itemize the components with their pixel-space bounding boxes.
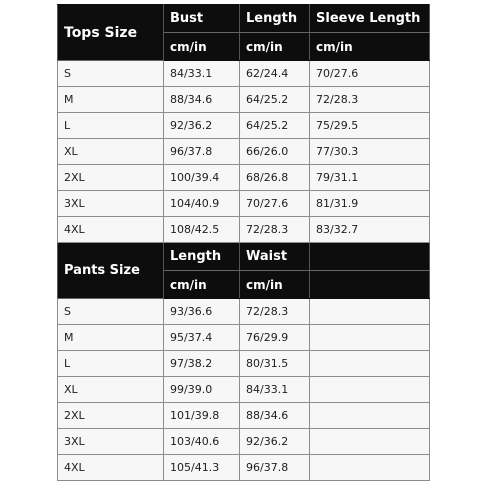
tops-row-2xl [58,165,430,191]
pants-empty-cell [310,377,430,403]
tops-header-row [58,5,430,33]
tops-size-cell: 4XL [58,217,164,243]
pants-empty-cell [310,455,430,481]
pants-row-4xl [58,455,430,481]
pants-empty-heading [310,243,430,271]
tops-length-cell: 70/27.6 [240,191,310,217]
tops-row-s [58,61,430,87]
pants-waist-unit: cm/in [240,271,310,299]
pants-waist-cell: 80/31.5 [240,351,310,377]
pants-empty-cell [310,429,430,455]
tops-sleeve-cell: 81/31.9 [310,191,430,217]
pants-row-3xl [58,429,430,455]
tops-sleeve-cell: 77/30.3 [310,139,430,165]
tops-sleeve-cell: 72/28.3 [310,87,430,113]
tops-sleeve-cell: 70/27.6 [310,61,430,87]
tops-bust-cell: 84/33.1 [164,61,240,87]
pants-empty-cell [310,351,430,377]
pants-header-row [58,243,430,271]
pants-size-cell: 4XL [58,455,164,481]
pants-waist-cell: 96/37.8 [240,455,310,481]
pants-empty-cell [310,403,430,429]
tops-bust-cell: 108/42.5 [164,217,240,243]
pants-size-cell: M [58,325,164,351]
tops-sleeve-cell: 75/29.5 [310,113,430,139]
size-chart-table [57,4,430,481]
tops-bust-cell: 100/39.4 [164,165,240,191]
tops-row-l [58,113,430,139]
tops-size-cell: XL [58,139,164,165]
tops-length-heading: Length [240,5,310,33]
tops-length-cell: 64/25.2 [240,87,310,113]
tops-size-heading: Tops Size [58,5,164,61]
pants-empty-cell [310,299,430,325]
pants-row-xl [58,377,430,403]
tops-length-cell: 64/25.2 [240,113,310,139]
tops-sleeve-unit: cm/in [310,33,430,61]
pants-size-cell: XL [58,377,164,403]
tops-bust-cell: 88/34.6 [164,87,240,113]
tops-size-cell: L [58,113,164,139]
tops-length-cell: 68/26.8 [240,165,310,191]
pants-row-l [58,351,430,377]
tops-length-cell: 62/24.4 [240,61,310,87]
tops-sleeve-cell: 83/32.7 [310,217,430,243]
pants-waist-cell: 88/34.6 [240,403,310,429]
pants-length-unit: cm/in [164,271,240,299]
pants-length-cell: 101/39.8 [164,403,240,429]
pants-size-cell: L [58,351,164,377]
tops-bust-heading: Bust [164,5,240,33]
tops-size-cell: 2XL [58,165,164,191]
tops-sleeve-length-heading: Sleeve Length [310,5,430,33]
tops-bust-unit: cm/in [164,33,240,61]
pants-length-cell: 97/38.2 [164,351,240,377]
pants-size-cell: S [58,299,164,325]
tops-row-3xl [58,191,430,217]
pants-row-2xl [58,403,430,429]
pants-length-cell: 103/40.6 [164,429,240,455]
tops-size-cell: S [58,61,164,87]
pants-length-cell: 93/36.6 [164,299,240,325]
tops-row-xl [58,139,430,165]
pants-row-m [58,325,430,351]
pants-length-heading: Length [164,243,240,271]
pants-waist-cell: 72/28.3 [240,299,310,325]
pants-empty-cell [310,325,430,351]
pants-length-cell: 99/39.0 [164,377,240,403]
tops-length-cell: 66/26.0 [240,139,310,165]
pants-waist-cell: 92/36.2 [240,429,310,455]
pants-size-cell: 3XL [58,429,164,455]
pants-length-cell: 105/41.3 [164,455,240,481]
tops-bust-cell: 96/37.8 [164,139,240,165]
pants-waist-cell: 76/29.9 [240,325,310,351]
tops-size-cell: M [58,87,164,113]
tops-bust-cell: 92/36.2 [164,113,240,139]
tops-length-unit: cm/in [240,33,310,61]
tops-sleeve-cell: 79/31.1 [310,165,430,191]
pants-empty-unit [310,271,430,299]
tops-row-m [58,87,430,113]
pants-waist-heading: Waist [240,243,310,271]
tops-row-4xl [58,217,430,243]
tops-size-cell: 3XL [58,191,164,217]
pants-size-heading: Pants Size [58,243,164,299]
size-chart [57,4,429,481]
pants-length-cell: 95/37.4 [164,325,240,351]
pants-waist-cell: 84/33.1 [240,377,310,403]
tops-bust-cell: 104/40.9 [164,191,240,217]
pants-size-cell: 2XL [58,403,164,429]
tops-length-cell: 72/28.3 [240,217,310,243]
pants-row-s [58,299,430,325]
